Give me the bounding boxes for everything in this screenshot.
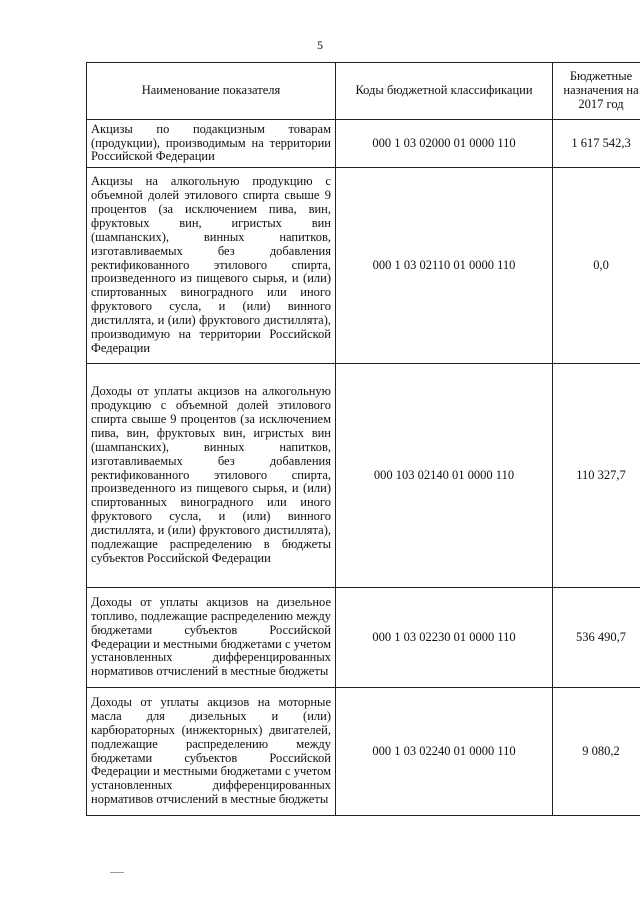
table-row (87, 688, 640, 816)
row-value: 110 327,7 (553, 364, 640, 588)
row-value: 9 080,2 (553, 688, 640, 816)
table-row (87, 168, 640, 364)
row-name: Доходы от уплаты акцизов на моторные масла для дизельных и (или) карбюраторных (инжекторных) двигателей, подлежащие распределению между бюджетами субъектов Российской Федерации и местными бюджетами с учетом установленных дифференцированных нормативов отчислений в местные бюджеты (87, 688, 336, 816)
row-value: 1 617 542,3 (553, 120, 640, 168)
row-code: 000 1 03 02240 01 0000 110 (336, 688, 553, 816)
scan-mark (110, 872, 124, 873)
row-value: 0,0 (553, 168, 640, 364)
row-name: Акцизы на алкогольную продукцию с объемной долей этилового спирта свыше 9 процентов (за исключением пива, вин, фруктовых вин, игристых вин (шампанских), винных напитков, изготавливаемых без добавления ректификованного этилового спирта, произведенного из пищевого сырья, и (или) спиртованных виноградного или иного фруктового сусла, и (или) винного дистиллята, и (или) фруктового дистиллята), производимую на территории Российской Федерации (87, 168, 336, 364)
table-row (87, 588, 640, 688)
page-number: 5 (317, 38, 323, 52)
header-budget-codes: Коды бюджетной классификации (336, 63, 553, 120)
row-code: 000 1 03 02000 01 0000 110 (336, 120, 553, 168)
table-row (87, 120, 640, 168)
row-value: 536 490,7 (553, 588, 640, 688)
row-code: 000 1 03 02110 01 0000 110 (336, 168, 553, 364)
row-code: 000 1 03 02230 01 0000 110 (336, 588, 553, 688)
table-header-row (87, 63, 640, 120)
header-budget-assignments: Бюджетные назначения на 2017 год (553, 63, 640, 120)
row-name: Акцизы по подакцизным товарам (продукции), производимым на территории Российской Федерации (87, 120, 336, 168)
table-row (87, 364, 640, 588)
header-indicator-name: Наименование показателя (87, 63, 336, 120)
row-code: 000 103 02140 01 0000 110 (336, 364, 553, 588)
budget-table (86, 62, 640, 816)
row-name: Доходы от уплаты акцизов на алкогольную продукцию с объемной долей этилового спирта свыше 9 процентов (за исключением пива, вин, фруктовых вин, игристых вин (шампанских), винных напитков, изготавливаемых без добавления ректификованного этилового спирта, произведенного из пищевого сырья, и (или) спиртованных виноградного или иного фруктового сусла, и (или) винного дистиллята, и (или) фруктового дистиллята), подлежащие распределению в бюджеты субъектов Российской Федерации (87, 364, 336, 588)
row-name: Доходы от уплаты акцизов на дизельное топливо, подлежащие распределению между бюджетами субъектов Российской Федерации и местными бюджетами с учетом установленных дифференцированных нормативов отчислений в местные бюджеты (87, 588, 336, 688)
